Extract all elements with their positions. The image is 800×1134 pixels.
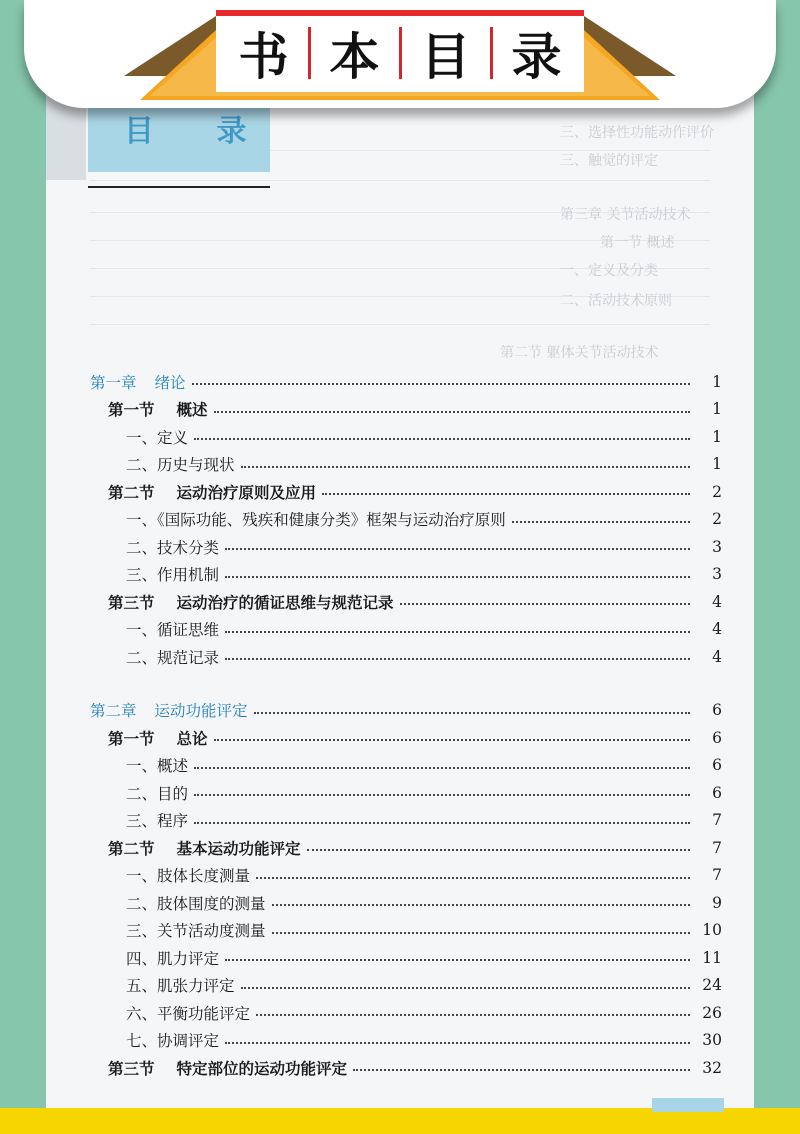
toc-title: 二、肢体围度的测量 bbox=[126, 894, 266, 913]
toc-item-label bbox=[90, 947, 219, 969]
dot-leader bbox=[194, 793, 690, 796]
dot-leader bbox=[256, 876, 690, 879]
toc-item-label bbox=[90, 809, 188, 831]
toc-item-label bbox=[90, 536, 219, 558]
toc-page-number: 32 bbox=[702, 1058, 722, 1077]
dot-leader bbox=[214, 738, 690, 741]
toc-page-number: 6 bbox=[712, 728, 722, 747]
toc-item-label bbox=[90, 508, 506, 530]
toc-section-row[interactable] bbox=[90, 1054, 722, 1082]
toc-section-label bbox=[90, 1057, 347, 1079]
toc-number: 第二节 bbox=[108, 838, 155, 858]
toc-page-number: 1 bbox=[712, 427, 722, 446]
toc-item-row[interactable] bbox=[90, 752, 722, 780]
ghost-text: 第二节 躯体关节活动技术 bbox=[500, 345, 659, 361]
toc-section-row[interactable] bbox=[90, 478, 722, 506]
toc-item-row[interactable] bbox=[90, 944, 722, 972]
toc-page-number: 2 bbox=[712, 510, 722, 529]
toc-item-label bbox=[90, 453, 235, 475]
toc-page-number: 1 bbox=[712, 400, 722, 419]
toc-number: 第一节 bbox=[108, 728, 155, 748]
toc-title: 二、规范记录 bbox=[126, 648, 220, 667]
toc-item-label bbox=[90, 426, 188, 448]
toc-item-row[interactable] bbox=[90, 807, 722, 835]
toc-page-number: 6 bbox=[712, 783, 722, 802]
toc-item-row[interactable] bbox=[90, 862, 722, 890]
page-number-tab bbox=[652, 1098, 724, 1112]
toc-number: 第三节 bbox=[108, 1058, 155, 1078]
toc-title: 四、肌力评定 bbox=[126, 949, 220, 968]
toc-item-row[interactable] bbox=[90, 616, 722, 644]
dot-leader bbox=[254, 711, 690, 714]
toc-title: 一、定义 bbox=[126, 428, 189, 447]
toc-title: 二、目的 bbox=[126, 784, 189, 803]
toc-title: 五、肌张力评定 bbox=[126, 977, 235, 996]
dot-leader bbox=[225, 657, 690, 660]
dot-leader bbox=[272, 931, 690, 934]
dot-leader bbox=[400, 602, 690, 605]
toc-item-row[interactable] bbox=[90, 779, 722, 807]
banner-char: 本 bbox=[329, 28, 380, 86]
dot-leader bbox=[194, 821, 690, 824]
toc-page-number: 3 bbox=[712, 537, 722, 556]
toc-title: 六、平衡功能评定 bbox=[126, 1004, 251, 1023]
toc-item-label bbox=[90, 1002, 250, 1024]
toc-page-number: 4 bbox=[712, 647, 722, 666]
toc-item-label bbox=[90, 563, 219, 585]
toc-item-label bbox=[90, 892, 266, 914]
toc-title: 一、《国际功能、残疾和健康分类》框架与运动治疗原则 bbox=[126, 511, 506, 530]
toc-item-label bbox=[90, 1029, 219, 1051]
toc-title: 特定部位的运动功能评定 bbox=[176, 1058, 348, 1078]
toc-title: 运动治疗的循证思维与规范记录 bbox=[176, 592, 394, 612]
page-heading: 目 录 bbox=[124, 114, 273, 149]
banner-char: 目 bbox=[420, 28, 471, 86]
toc-item-label bbox=[90, 919, 266, 941]
toc-title: 绪论 bbox=[154, 373, 186, 392]
toc-title: 二、历史与现状 bbox=[126, 456, 235, 475]
toc-chapter-row[interactable] bbox=[90, 697, 722, 725]
dot-leader bbox=[194, 766, 690, 769]
toc-chapter-label bbox=[90, 371, 186, 393]
toc-title: 七、协调评定 bbox=[126, 1032, 220, 1051]
chapter-spacer bbox=[90, 671, 722, 697]
toc-item-row[interactable] bbox=[90, 999, 722, 1027]
toc-item-row[interactable] bbox=[90, 972, 722, 1000]
toc-title: 总论 bbox=[176, 728, 208, 748]
dot-leader bbox=[353, 1068, 690, 1071]
toc-title: 概述 bbox=[176, 400, 208, 420]
toc-page-number: 4 bbox=[712, 620, 722, 639]
table-of-contents bbox=[90, 368, 722, 1082]
toc-page-number: 3 bbox=[712, 565, 722, 584]
toc-page-number: 7 bbox=[712, 838, 722, 857]
toc-item-label bbox=[90, 618, 219, 640]
toc-item-label bbox=[90, 974, 235, 996]
ghost-line bbox=[90, 180, 710, 181]
ghost-text: 第一节 概述 bbox=[600, 235, 675, 251]
toc-number: 第一节 bbox=[108, 400, 155, 420]
dot-leader bbox=[272, 903, 690, 906]
toc-page-number: 2 bbox=[712, 482, 722, 501]
banner-char: 录 bbox=[511, 28, 562, 86]
toc-title: 三、程序 bbox=[126, 812, 189, 831]
toc-section-row[interactable] bbox=[90, 588, 722, 616]
dot-leader bbox=[512, 520, 690, 523]
toc-item-label bbox=[90, 754, 188, 776]
toc-section-label bbox=[90, 591, 394, 613]
toc-page-number: 6 bbox=[712, 756, 722, 775]
toc-page-number: 7 bbox=[712, 866, 722, 885]
toc-section-label bbox=[90, 481, 316, 503]
toc-number: 第三节 bbox=[108, 592, 155, 612]
ghost-text: 三、触觉的评定 bbox=[560, 153, 658, 169]
toc-item-row[interactable] bbox=[90, 889, 722, 917]
toc-section-row[interactable] bbox=[90, 724, 722, 752]
toc-title: 二、技术分类 bbox=[126, 538, 220, 557]
toc-title: 三、作用机制 bbox=[126, 566, 220, 585]
dot-leader bbox=[256, 1013, 690, 1016]
dot-leader bbox=[241, 986, 690, 989]
toc-section-row[interactable] bbox=[90, 396, 722, 424]
ghost-text: 第三章 关节活动技术 bbox=[560, 207, 691, 223]
toc-title: 一、概述 bbox=[126, 757, 189, 776]
toc-section-row[interactable] bbox=[90, 834, 722, 862]
toc-title: 一、循证思维 bbox=[126, 621, 220, 640]
toc-chapter-row[interactable] bbox=[90, 368, 722, 396]
dot-leader bbox=[214, 410, 690, 413]
toc-item-label bbox=[90, 646, 219, 668]
toc-page-number: 6 bbox=[712, 701, 722, 720]
toc-item-row[interactable] bbox=[90, 643, 722, 671]
toc-page-number: 30 bbox=[702, 1031, 722, 1050]
toc-item-row[interactable] bbox=[90, 533, 722, 561]
toc-title: 一、肢体长度测量 bbox=[126, 867, 251, 886]
toc-page-number: 10 bbox=[702, 921, 722, 940]
toc-item-label bbox=[90, 782, 188, 804]
toc-title: 运动治疗原则及应用 bbox=[176, 482, 317, 502]
toc-item-row[interactable] bbox=[90, 423, 722, 451]
dot-leader bbox=[225, 547, 690, 550]
toc-number: 第二节 bbox=[108, 482, 155, 502]
dot-leader bbox=[192, 382, 690, 385]
toc-page-number: 24 bbox=[702, 976, 722, 995]
banner-char: 书 bbox=[238, 28, 289, 86]
dot-leader bbox=[194, 437, 690, 440]
title-banner bbox=[0, 0, 800, 118]
heading-underline bbox=[88, 186, 270, 188]
toc-item-row[interactable] bbox=[90, 561, 722, 589]
toc-item-row[interactable] bbox=[90, 1027, 722, 1055]
dot-leader bbox=[322, 492, 690, 495]
toc-chapter-label bbox=[90, 699, 248, 721]
toc-page-number: 1 bbox=[712, 372, 722, 391]
toc-item-row[interactable] bbox=[90, 917, 722, 945]
toc-item-label bbox=[90, 864, 250, 886]
toc-section-label bbox=[90, 398, 208, 420]
toc-page-number: 4 bbox=[712, 592, 722, 611]
ghost-line bbox=[90, 324, 710, 325]
toc-page-number: 26 bbox=[702, 1003, 722, 1022]
dot-leader bbox=[225, 575, 690, 578]
dot-leader bbox=[241, 465, 690, 468]
toc-page-number: 7 bbox=[712, 811, 722, 830]
toc-section-label bbox=[90, 837, 301, 859]
toc-page-number: 1 bbox=[712, 455, 722, 474]
ghost-text: 三、选择性功能动作评价 bbox=[560, 125, 714, 141]
banner-title bbox=[216, 16, 584, 90]
ghost-text: 二、活动技术原则 bbox=[560, 293, 672, 309]
toc-number: 第一章 bbox=[90, 373, 137, 392]
ghost-text: 一、定义及分类 bbox=[560, 263, 658, 279]
toc-title: 运动功能评定 bbox=[154, 702, 248, 721]
toc-number: 第二章 bbox=[90, 702, 137, 721]
toc-section-label bbox=[90, 727, 208, 749]
toc-page-number: 11 bbox=[702, 948, 722, 967]
dot-leader bbox=[307, 848, 690, 851]
dot-leader bbox=[225, 1041, 690, 1044]
toc-title: 三、关节活动度测量 bbox=[126, 922, 266, 941]
dot-leader bbox=[225, 630, 690, 633]
toc-item-row[interactable] bbox=[90, 451, 722, 479]
toc-item-row[interactable] bbox=[90, 506, 722, 534]
toc-page-number: 9 bbox=[712, 893, 722, 912]
toc-title: 基本运动功能评定 bbox=[176, 838, 301, 858]
dot-leader bbox=[225, 958, 690, 961]
